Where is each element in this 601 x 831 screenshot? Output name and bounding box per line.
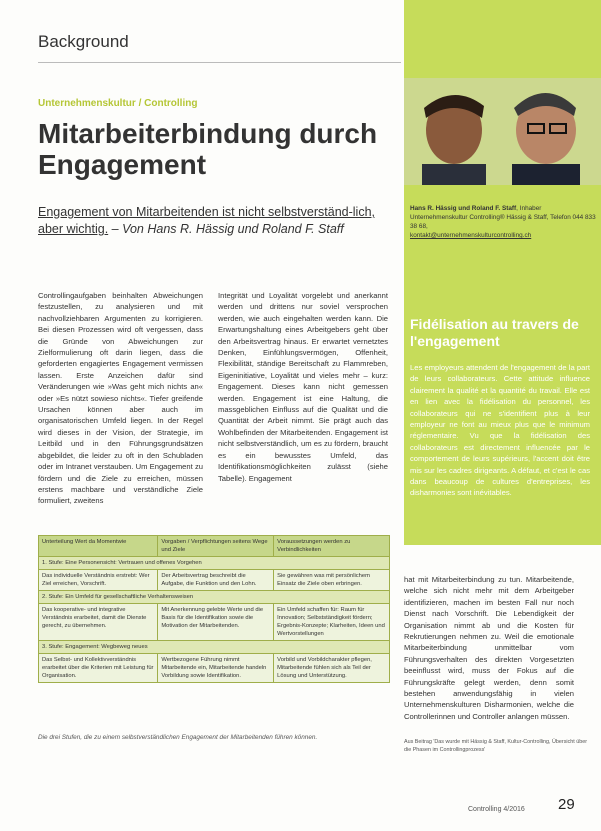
body-column-1: Controllingaufgaben beinhalten Abweichungen festzustellen, zu analysieren und mit nachvollziehbaren Argumenten zu korrigieren. Bei diesen Prozessen wird oft vergessen, dass die Gründe von Abweichungen zur Zielformulierung oft darin liegen, dass die geforderten engagiertes Engagement vermissen lassen. Erste Anzeichen dafür sind Veränderungen wie »Was geht mich nichts an« oder »Es nützt sowieso nichts«. Tiefer greifende Ursachen können aber auch im organisatorischen Umfeld liegen. In der Regel wird dieses in der Vision, der Strategie, im Leitbild und in den Führungsgrundsätzen abgebildet, die leider zu oft in den Schubladen oder im Intranet verstauben. Um Engagement zu fördern und die Ziele zu erreichen, müssen erstens machbare und verständliche Ziele formuliert, zweitens — [38, 291, 203, 506]
author-photo — [404, 78, 601, 185]
publication-name: Controlling 4/2016 — [468, 806, 525, 813]
body-column-3: hat mit Mitarbeiterbindung zu tun. Mitarbeitende, welche sich nicht mehr mit dem Arbeitgeber identifizieren, machen im besten Fall nur noch Dienst nach Vorschrift. Die Lebendigkeit der Organisation nimmt ab und die Kosten für Rekrutierungen nehmen zu. Weil die emotionale Mitarbeiterbindung unmittelbar vom Führungsverhalten des direkten Vorgesetzten beeinflusst wird, muss der Fokus auf die Führungskräfte gelegt werden, denn somit bestehen anwendungsfähig in vielen Unternehmenskulturen Disharmonien, welche die Controllerinnen und Controller anlangen müssen. — [404, 575, 574, 721]
article-title: Mitarbeiterbindung durch Engagement — [38, 118, 378, 180]
table-level-row — [39, 557, 390, 570]
level-label: 1. Stufe: Eine Personensicht: Vertrauen und offenes Vorgehen — [39, 557, 390, 570]
lead-text: Engagement von Mitarbeitenden ist nicht selbstverständ-lich, aber wichtig. — [38, 205, 375, 236]
author-names: Hans R. Hässig und Roland F. Staff — [410, 205, 517, 212]
page-number: 29 — [558, 796, 575, 813]
table-header: Voraussetzungen werden zu Verbindlichkeiten — [274, 536, 390, 557]
lead-authors: – Von Hans R. Hässig und Roland F. Staff — [111, 222, 344, 236]
engagement-table — [38, 535, 390, 683]
table-header-row — [39, 536, 390, 557]
table-level-row — [39, 591, 390, 604]
body-column-2: Integrität und Loyalität vorgelebt und anerkannt werden und drittens nur soviel versprochen werden, wie auch eingehalten werden kann. Die Erwartungshaltung eines Arbeitgebers geht über den Arbeitsvertrag hinaus. Er erwartet vernetztes Denken, Einfühlungsvermögen, Offenheit, Flexibilität, ständige Bereitschaft zu Flammreben, Eigeninitiative, Loyalität und vieles mehr – kurz: Engagement. Dieses kann nicht gemessen werden. Engagement ist eine Haltung, die massgeblichen Einfluss auf die Qualität und die Quantität der Arbeit nimmt. Sie prägt auch das Wohlbefinden der Mitarbeitenden. Engagement ist nicht selbstverständlich, um es zu fördern, braucht es ein bewusstes Umfeld, das Identifikationsmöglichkeiten zulässt (siehe Tabelle). Engagement — [218, 291, 388, 483]
table-caption: Die drei Stufen, die zu einem selbstverständlichen Engagement der Mitarbeitenden führen können. — [38, 734, 318, 741]
table-row — [39, 570, 390, 591]
table-cell: Mit Anerkennung gelebte Werte und die Basis für die Identifikation sowie die Motivation der Mitarbeitenden. — [158, 604, 274, 641]
sidebar-text: Les employeurs attendent de l'engagement de la part de leurs collaborateurs. Cette attitude influence clairement la qualité et la quantité du travail. Elle est en lien avec la fidélisation du personnel, les collaborateurs qui ne s'identifient plus à leur employeur ne font au mieux plus que le minimum réglementaire. Vu que la fidélisation des collaborateurs est directement influencée par le comportement de leurs supérieurs, l'accent doit être mis sur les cadres dirigeants. A défaut, et c'est le cas dans beaucoup de cultures d'entreprises, les disharmonies sont inévitables. — [410, 363, 590, 498]
table-row — [39, 604, 390, 641]
table-cell: Der Arbeitsvertrag beschreibt die Aufgabe, die Funktion und den Lohn. — [158, 570, 274, 591]
author-role: Inhaber Unternehmenskultur Controlling® Hässig & Staff, Telefon 044 833 38 68, — [410, 205, 596, 230]
level-label: 2. Stufe: Ein Umfeld für gesellschaftliche Verhaltensweisen — [39, 591, 390, 604]
section-header: Background — [38, 32, 129, 51]
table-cell: Vorbild und Vorbildcharakter pflegen, Mitarbeitende fühlen sich als Teil der Lösung und Unterstützung. — [274, 654, 390, 683]
author-box: Hans R. Hässig und Roland F. Staff, Inhaber Unternehmenskultur Controlling® Hässig & Staff, Telefon 044 833 38 68, kontakt@unternehmenskulturcontrolling.ch — [410, 205, 596, 239]
table-cell: Wertbezogene Führung nimmt Mitarbeitende ein, Mitarbeitende handeln Vorbildung sowie Identifikation. — [158, 654, 274, 683]
level-label: 3. Stufe: Engagement: Wegbeweg neues — [39, 641, 390, 654]
table-header: Unterteilung Wert da Momentwie — [39, 536, 158, 557]
table-level-row — [39, 641, 390, 654]
table-cell: Das Selbst- und Kollektivverständnis erarbeitet über die Kriterien mit Leistung für Organisation. — [39, 654, 158, 683]
table-cell: Das kooperative- und integrative Verständnis erarbeitet, damit die Dienste gerecht, zu übernehmen. — [39, 604, 158, 641]
table-cell: Das individuelle Verständnis erstrebt: Wer Ziel erreichen, Vorschrift. — [39, 570, 158, 591]
header-divider — [38, 62, 401, 63]
table-header: Vorgaben / Verpflichtungen seitens Wege und Ziele — [158, 536, 274, 557]
author-email[interactable]: kontakt@unternehmenskulturcontrolling.ch — [410, 232, 532, 239]
table-cell: Ein Umfeld schaffen für: Raum für Innovation; Selbstständigkeit fördern; Ergebnis-Konzepte; Klarheiten, Ideen und Wertvorstellungen — [274, 604, 390, 641]
table-cell: Sie gewähren was mit persönlichem Einsatz die Ziele oben erbringen. — [274, 570, 390, 591]
sidebar-title: Fidélisation au travers de l'engagement — [410, 316, 579, 349]
footnote: Aus Beitrag 'Das wurde mit Hässig & Staff, Kultur-Controlling, Übersicht über die Phasen im Controllingprozess' — [404, 739, 588, 753]
table-row — [39, 654, 390, 683]
article-lead — [38, 204, 388, 238]
kicker: Unternehmenskultur / Controlling — [38, 98, 198, 109]
